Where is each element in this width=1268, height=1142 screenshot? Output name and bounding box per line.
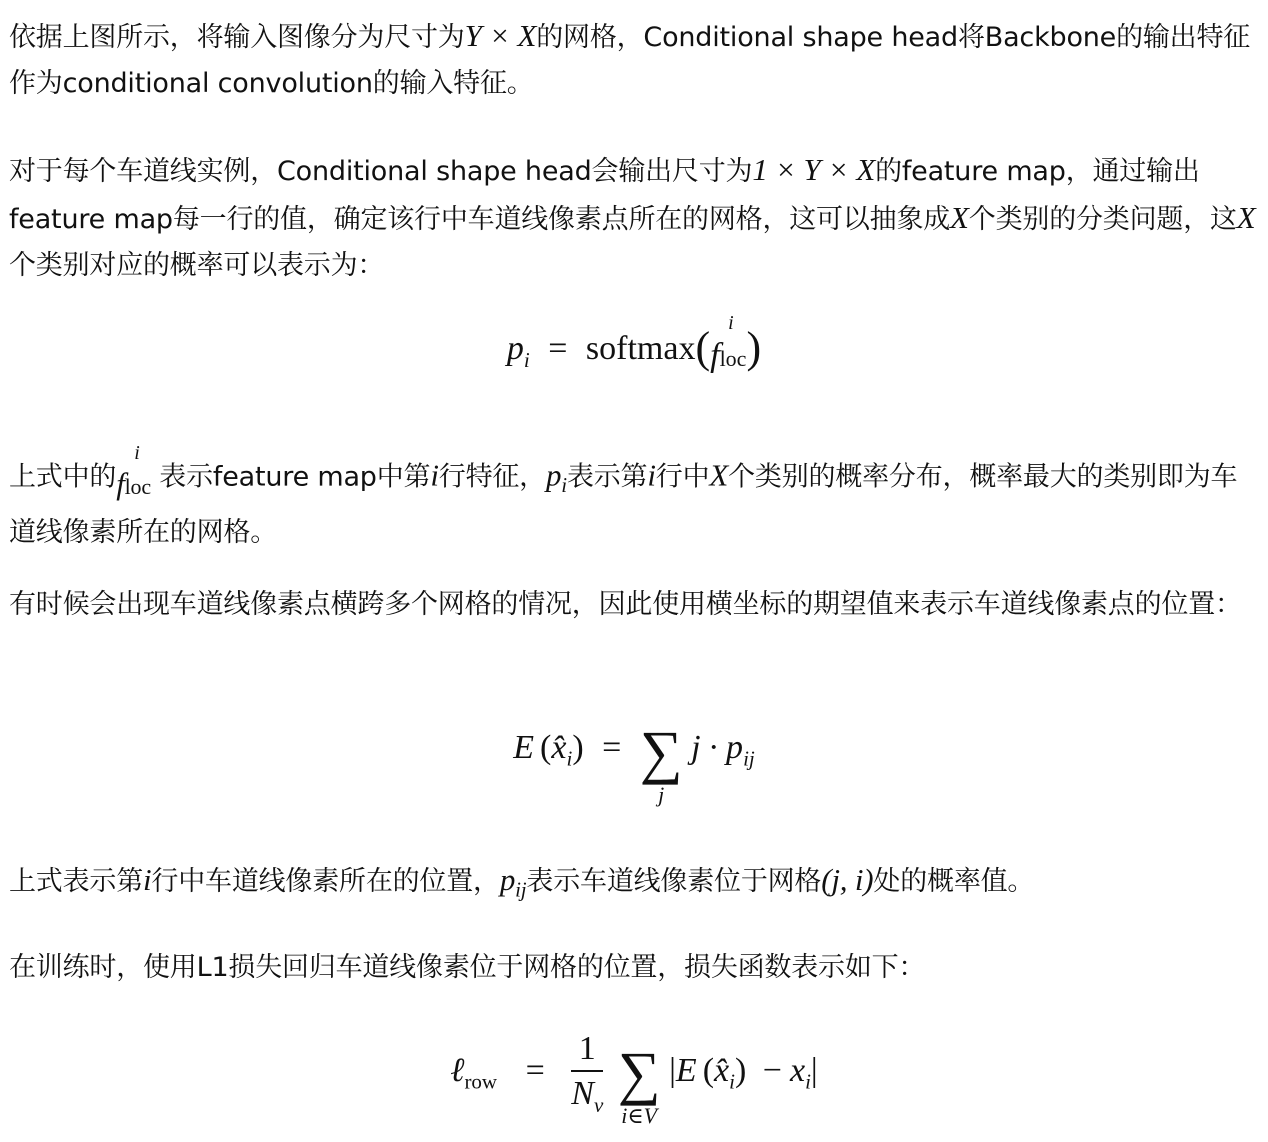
paragraph-loss-intro: 在训练时，使用L1损失回归车道线像素位于网格的位置，损失函数表示如下： bbox=[9, 952, 926, 983]
fraction-1-over-nv: $\frac{1}{N_v}$ bbox=[571, 1030, 604, 1117]
paragraph-grid-intro: 依据上图所示，将输入图像分为尺寸为Y × X的网格，Conditional shape head将Backbone的输出特征作为conditional convolution的输入特征。 bbox=[9, 18, 1251, 99]
math-grid-size: Y × X bbox=[464, 18, 537, 53]
equation-l1-loss: ℓ$_{row}$ = $\frac{1}{N_v}$ ∑ i∈V |E $(x̂_i) - x_i|$ bbox=[450, 1030, 818, 1128]
equation-expectation: E $(x̂_i)$ = ∑ j $j \cdot p_{ij}$ bbox=[513, 719, 755, 807]
paragraph-distribution: 上式中的f i loc 表示feature map中第i行特征，$p_i$表示第i行中X个类别的概率分布，概率最大的类别即为车道线像素所在的网格。 bbox=[9, 442, 1238, 548]
summation-j: ∑ j bbox=[639, 719, 683, 807]
paragraph-feature-map: 对于每个车道线实例，Conditional shape head会输出尺寸为1 × Y × X的feature map，通过输出feature map每一行的值，确定该行中车道线像素点所在的网格，这可以抽象成X个类别的分类问题，这X个类别对应的概率可以表示为： bbox=[9, 152, 1256, 281]
equation-softmax: $p_i$ = softmax(f i loc) bbox=[506, 311, 762, 374]
summation-i-in-v: ∑ i∈V bbox=[617, 1040, 661, 1128]
paragraph-expectation-intro: 有时候会出现车道线像素点横跨多个网格的情况，因此使用横坐标的期望值来表示车道线像素点的位置： bbox=[9, 589, 1242, 620]
math-feature-size: 1 × Y × X bbox=[752, 152, 876, 187]
paragraph-position-prob: 上式表示第i行中车道线像素所在的位置，$p_{ij}$表示车道线像素位于网格(j, i)处的概率值。 bbox=[9, 862, 1035, 902]
